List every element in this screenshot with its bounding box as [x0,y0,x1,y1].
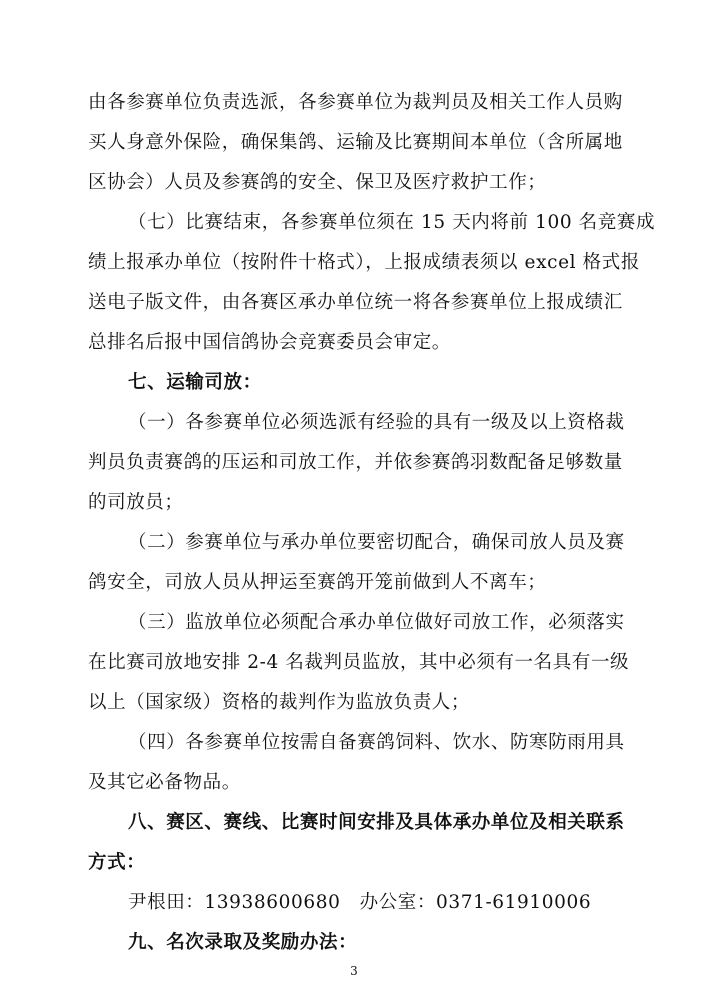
clause-seven-start: （七）比赛结束，各参赛单位须在 15 天内将前 100 名竞赛成 [128,212,656,233]
body-text-line: 的司放员； [88,492,184,513]
body-text-line: 由各参赛单位负责选派，各参赛单位为裁判员及相关工作人员购 [88,92,623,113]
body-text-line: 绩上报承办单位（按附件十格式），上报成绩表须以 excel 格式报 [88,252,640,273]
clause-four-start: （四）各参赛单位按需自备赛鸽饲料、饮水、防寒防雨用具 [128,732,625,753]
clause-one-start: （一）各参赛单位必须选派有经验的具有一级及以上资格裁 [128,412,625,433]
body-text-line: 以上（国家级）资格的裁判作为监放负责人； [88,692,471,713]
clause-three-start: （三）监放单位必须配合承办单位做好司放工作，必须落实 [128,612,625,633]
body-text-line: 判员负责赛鸽的压运和司放工作，并依参赛鸽羽数配备足够数量 [88,452,623,473]
body-text-line: 在比赛司放地安排 2-4 名裁判员监放，其中必须有一名具有一级 [88,652,630,673]
body-text-line: 买人身意外保险，确保集鸽、运输及比赛期间本单位（含所属地 [88,132,623,153]
body-text-line: 鸽安全，司放人员从押运至赛鸽开笼前做到人不离车； [88,572,547,593]
body-text-line: 及其它必备物品。 [88,772,241,793]
section-heading-ranking: 九、名次录取及奖励办法： [128,932,358,953]
clause-two-start: （二）参赛单位与承办单位要密切配合，确保司放人员及赛 [128,532,625,553]
body-text-line: 送电子版文件，由各赛区承办单位统一将各参赛单位上报成绩汇 [88,292,623,313]
contact-line: 尹根田：13938600680 办公室：0371-61910006 [128,892,592,913]
body-text-line: 区协会）人员及参赛鸽的安全、保卫及医疗救护工作； [88,172,547,193]
page-number: 3 [350,964,358,978]
section-heading-schedule-cont: 方式： [88,852,146,873]
body-text-line: 总排名后报中国信鸽协会竞赛委员会审定。 [88,332,451,353]
section-heading-transport: 七、运输司放： [128,372,262,393]
section-heading-schedule: 八、赛区、赛线、比赛时间安排及具体承办单位及相关联系 [128,812,625,833]
